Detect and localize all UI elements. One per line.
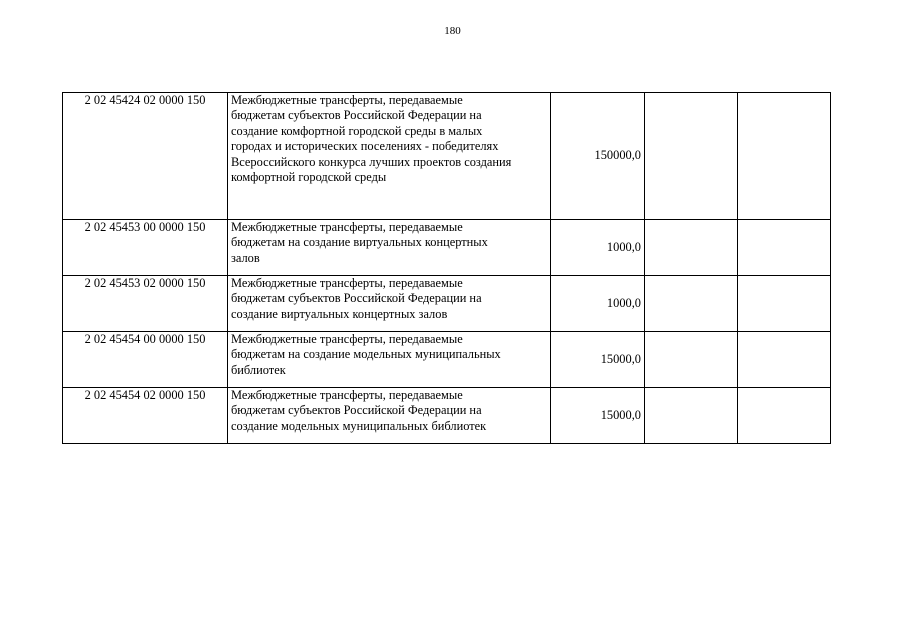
description-line: бюджетам субъектов Российской Федерации на [231, 291, 482, 306]
table-row [63, 388, 831, 444]
empty-cell [738, 388, 831, 444]
budget-code-cell: 2 02 45454 00 0000 150 [63, 332, 228, 388]
description-cell [228, 220, 551, 276]
description-line: Межбюджетные трансферты, передаваемые [231, 332, 463, 346]
amount-cell: 1000,0 [551, 220, 645, 276]
description-line: библиотек [231, 362, 286, 377]
description-line: Межбюджетные трансферты, передаваемые [231, 388, 463, 402]
table-row [63, 220, 831, 276]
description-cell [228, 388, 551, 444]
description-line: городах и исторических поселениях - победителях [231, 139, 499, 154]
description-line: Межбюджетные трансферты, передаваемые [231, 276, 463, 290]
table-row [63, 93, 831, 220]
budget-code-cell: 2 02 45453 02 0000 150 [63, 276, 228, 332]
description-line: Межбюджетные трансферты, передаваемые [231, 93, 463, 107]
budget-table [62, 92, 831, 444]
description-line: Межбюджетные трансферты, передаваемые [231, 220, 463, 234]
table-row [63, 276, 831, 332]
empty-cell [645, 332, 738, 388]
amount-cell: 150000,0 [551, 93, 645, 220]
description-line: залов [231, 250, 260, 265]
empty-cell [738, 332, 831, 388]
description-line: комфортной городской среды [231, 170, 387, 185]
empty-cell [738, 93, 831, 220]
amount-cell: 1000,0 [551, 276, 645, 332]
description-line: создание виртуальных концертных залов [231, 306, 448, 321]
empty-cell [645, 220, 738, 276]
amount-cell: 15000,0 [551, 388, 645, 444]
description-line: создание модельных муниципальных библиотек [231, 418, 487, 433]
description-cell [228, 93, 551, 220]
budget-code-cell: 2 02 45454 02 0000 150 [63, 388, 228, 444]
table-row [63, 332, 831, 388]
description-line: создание комфортной городской среды в малых [231, 123, 483, 138]
empty-cell [645, 276, 738, 332]
description-line: бюджетам на создание виртуальных концертных [231, 235, 488, 250]
empty-cell [645, 388, 738, 444]
empty-cell [738, 276, 831, 332]
budget-code-cell: 2 02 45424 02 0000 150 [63, 93, 228, 220]
empty-cell [645, 93, 738, 220]
amount-cell: 15000,0 [551, 332, 645, 388]
budget-code-cell: 2 02 45453 00 0000 150 [63, 220, 228, 276]
description-line: бюджетам на создание модельных муниципальных [231, 347, 501, 362]
page-number: 180 [444, 25, 461, 37]
description-line: Всероссийского конкурса лучших проектов создания [231, 154, 512, 169]
description-line: бюджетам субъектов Российской Федерации на [231, 403, 482, 418]
description-cell [228, 332, 551, 388]
description-cell [228, 276, 551, 332]
empty-cell [738, 220, 831, 276]
description-line: бюджетам субъектов Российской Федерации на [231, 108, 482, 123]
